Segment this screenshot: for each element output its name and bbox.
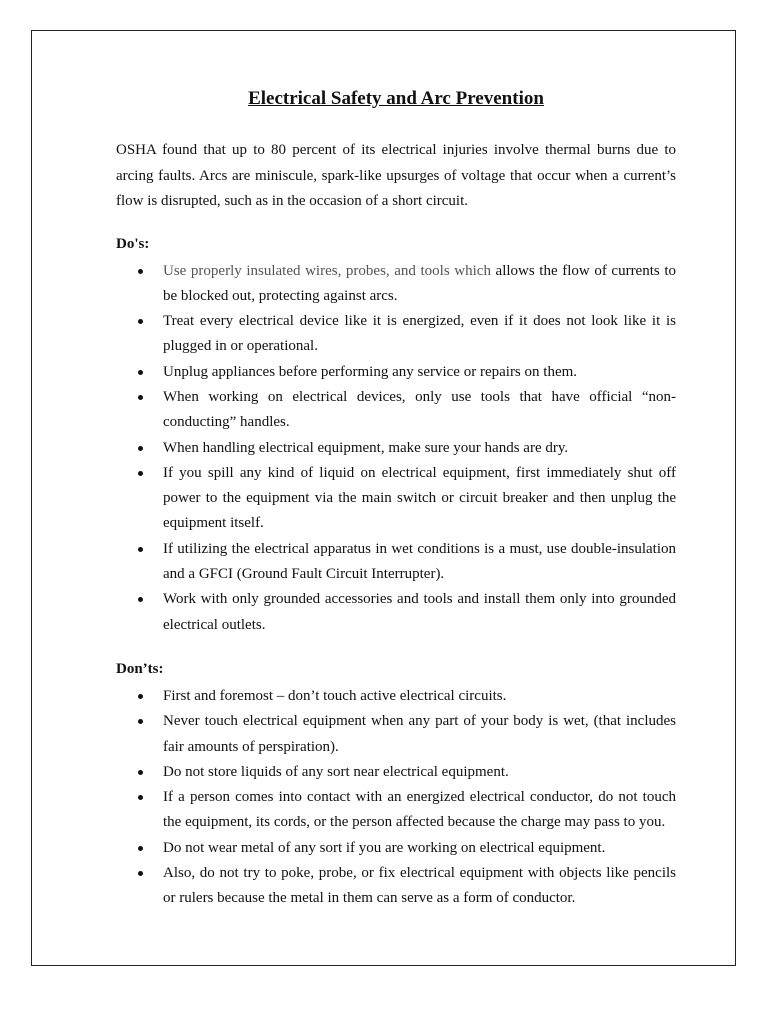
bullet-icon	[138, 547, 143, 552]
list-item: Do not wear metal of any sort if you are working on electrical equipment.	[116, 836, 676, 861]
list-item: Unplug appliances before performing any service or repairs on them.	[116, 360, 676, 385]
bullet-icon	[138, 395, 143, 400]
document-body	[116, 86, 676, 932]
list-item: If a person comes into contact with an energized electrical conductor, do not touch the equipment, its cords, or the person affected because the charge may pass to you.	[116, 785, 676, 836]
donts-list	[116, 684, 676, 912]
document-title: Electrical Safety and Arc Prevention	[248, 88, 544, 109]
list-item: If utilizing the electrical apparatus in wet conditions is a must, use double-insulation and a GFCI (Ground Fault Circuit Interrupter).	[116, 537, 676, 588]
bullet-icon	[138, 597, 143, 602]
bullet-icon	[138, 770, 143, 775]
list-item: Treat every electrical device like it is energized, even if it does not look like it is plugged in or operational.	[116, 309, 676, 360]
bullet-icon	[138, 471, 143, 476]
list-item: Work with only grounded accessories and tools and install them only into grounded electrical outlets.	[116, 587, 676, 638]
list-item: Do not store liquids of any sort near electrical equipment.	[116, 760, 676, 785]
list-item: If you spill any kind of liquid on electrical equipment, first immediately shut off power to the equipment via the main switch or circuit breaker and then unplug the equipment itself.	[116, 461, 676, 537]
bullet-icon	[138, 871, 143, 876]
list-item: Use properly insulated wires, probes, and tools which allows the flow of currents to be blocked out, protecting against arcs.	[116, 259, 676, 310]
list-item: When working on electrical devices, only use tools that have official “non-conducting” handles.	[116, 385, 676, 436]
list-item: Never touch electrical equipment when any part of your body is wet, (that includes fair amounts of perspiration).	[116, 709, 676, 760]
donts-heading: Don’ts:	[116, 660, 164, 677]
intro-paragraph: OSHA found that up to 80 percent of its electrical injuries involve thermal burns due to arcing faults. Arcs are miniscule, spark-like upsurges of voltage that occur when a current’s flow is disrupted, such as in the occasion of a short circuit.	[116, 142, 676, 209]
dos-list	[116, 259, 676, 638]
bullet-icon	[138, 846, 143, 851]
bullet-icon	[138, 694, 143, 699]
list-item: Also, do not try to poke, probe, or fix electrical equipment with objects like pencils or rulers because the metal in them can serve as a form of conductor.	[116, 861, 676, 912]
list-item: First and foremost – don’t touch active electrical circuits.	[116, 684, 676, 709]
dos-heading: Do's:	[116, 235, 150, 252]
bullet-icon	[138, 370, 143, 375]
bullet-icon	[138, 719, 143, 724]
bullet-icon	[138, 319, 143, 324]
list-item: When handling electrical equipment, make sure your hands are dry.	[116, 436, 676, 461]
bullet-icon	[138, 446, 143, 451]
bullet-icon	[138, 269, 143, 274]
bullet-icon	[138, 795, 143, 800]
